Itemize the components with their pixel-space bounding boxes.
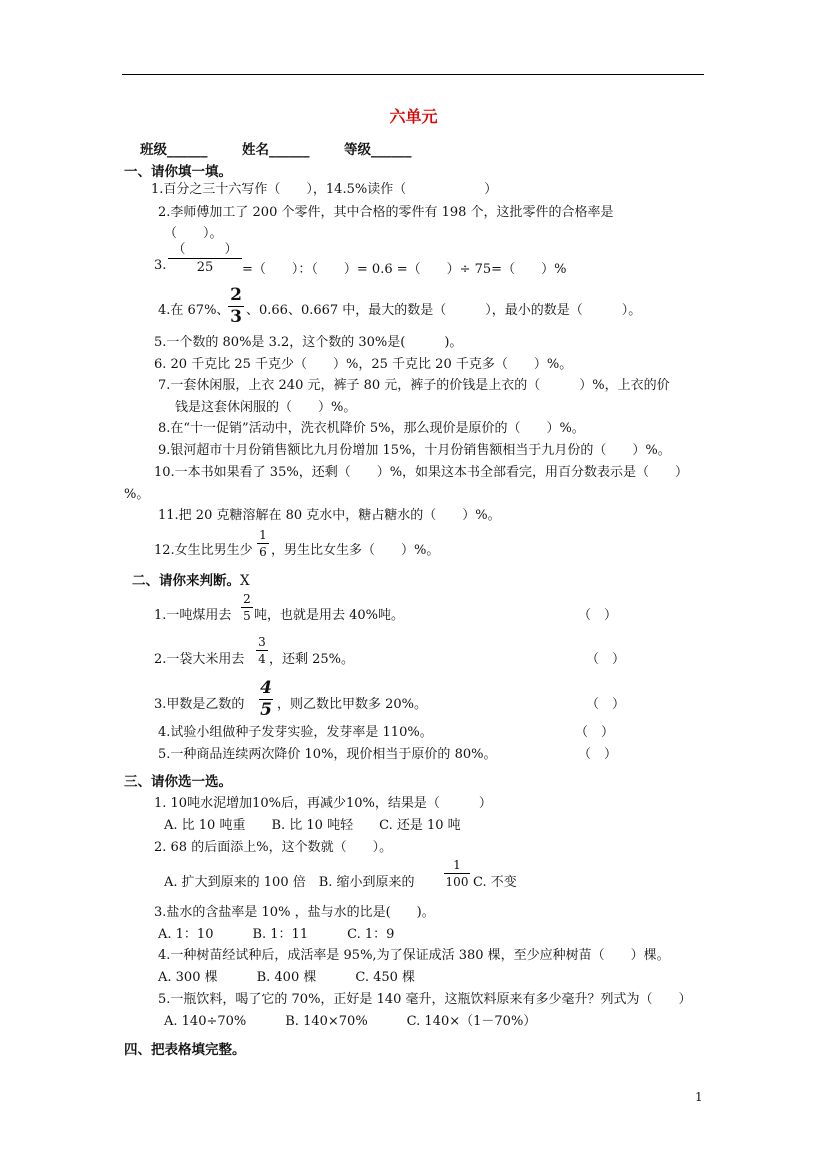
s1-q10-line1: 10.一本书如果看了 35%，还剩（ ）%，如果这本书全部看完，用百分数表示是（ ） (154, 465, 689, 480)
s1-q12-numerator: 1 (259, 528, 267, 542)
s2-q1-answer: （ ） (578, 608, 618, 623)
section-2-title: 二、请你来判断。 (132, 573, 240, 589)
s2-q3-end: ，则乙数比甲数多 20%。 (277, 697, 428, 712)
s2-q2-end: ，还剩 25%。 (269, 652, 355, 667)
s1-q5: 5.一个数的 80%是 3.2，这个数的 30%是( )。 (154, 335, 463, 350)
s2-q3-numerator: 4 (260, 678, 272, 698)
section-2-mark: X (240, 573, 250, 589)
section-2-heading (132, 569, 250, 589)
s1-q4-numerator: 2 (230, 285, 242, 305)
s1-q12-denominator: 6 (259, 545, 267, 559)
s3-q5-options: A. 140÷70% B. 140×70% C. 140×（1－70%） (164, 1014, 537, 1029)
s2-q4-answer: （ ） (575, 725, 615, 740)
s3-q1: 1. 10吨水泥增加10%后，再减少10%，结果是（ ） (154, 796, 492, 811)
s1-q2-line1: 2.李师傅加工了 200 个零件，其中合格的零件有 198 个，这批零件的合格率是 (158, 205, 614, 220)
s3-q2-denominator: 100 (445, 875, 469, 889)
s2-q3-fraction (259, 680, 273, 719)
class-field: 班级______ (140, 142, 208, 158)
s1-q7-line2: 钱是这套休闲服的（ ）%。 (175, 400, 357, 415)
s3-q1-options: A. 比 10 吨重 B. 比 10 吨轻 C. 还是 10 吨 (164, 818, 461, 833)
s3-q4: 4.一种树苗经试种后，成活率是 95%,为了保证成活 380 棵，至少应种树苗（ ）棵。 (158, 948, 670, 963)
s3-q2-options-end: C. 不变 (473, 875, 517, 890)
s1-q4-start: 4.在 67%、 (158, 303, 230, 318)
s1-q9: 9.银河超市十月份销售额比九月份增加 15%，十月份销售额相当于九月份的（ ）%。 (158, 443, 671, 458)
s2-q2-fraction (256, 636, 268, 665)
s3-q2-numerator: 1 (453, 858, 461, 872)
s2-q2-start: 2.一袋大米用去 (154, 652, 245, 667)
s2-q3-denominator: 5 (260, 700, 272, 720)
grade-field: 等级______ (344, 142, 412, 158)
s2-q2-denominator: 4 (258, 652, 266, 666)
s3-q3: 3.盐水的含盐率是 10% ，盐与水的比是( )。 (154, 905, 435, 920)
section-4-heading: 四、把表格填完整。 (124, 1042, 246, 1058)
s1-q8: 8.在“十一促销”活动中，洗衣机降价 5%，那么现价是原价的（ ）%。 (158, 421, 585, 436)
s1-q2-line2: （ ）。 (164, 226, 223, 241)
s1-q4-end: 、0.66、0.667 中，最大的数是（ ），最小的数是（ ）。 (246, 303, 642, 318)
s1-q11: 11.把 20 克糖溶解在 80 克水中，糖占糖水的（ ）%。 (158, 508, 501, 523)
s2-q1-denominator: 5 (243, 609, 251, 623)
s2-q4: 4.试验小组做种子发芽实验，发芽率是 110%。 (158, 725, 433, 740)
s2-q1-fraction (241, 593, 253, 622)
s2-q3-answer: （ ） (586, 697, 626, 712)
s2-q1-numerator: 2 (243, 592, 251, 606)
s2-q1-end: 吨，也就是用去 40%吨。 (254, 608, 405, 623)
fraction-bar (257, 543, 269, 544)
s1-q6: 6. 20 千克比 25 千克少（ ）%，25 千克比 20 千克多（ ）%。 (154, 357, 573, 372)
s1-q1: 1.百分之三十六写作（ ），14.5%读作（ ） (151, 182, 498, 197)
page-title: 六单元 (389, 107, 438, 126)
s1-q12-start: 12.女生比男生少 (154, 543, 253, 558)
page-number: 1 (695, 1090, 703, 1104)
header-rule (122, 74, 704, 75)
s1-q3-denominator: 25 (196, 260, 214, 275)
name-field: 姓名______ (242, 142, 310, 158)
s3-q4-options: A. 300 棵 B. 400 棵 C. 450 棵 (158, 970, 416, 985)
s2-q1-start: 1.一吨煤用去 (154, 608, 232, 623)
section-3-heading: 三、请你选一选。 (124, 774, 232, 790)
s3-q2-options-start: A. 扩大到原来的 100 倍 B. 缩小到原来的 (164, 875, 415, 890)
s1-q12-end: ，男生比女生多（ ）%。 (271, 543, 440, 558)
s2-q3-start: 3.甲数是乙数的 (154, 697, 245, 712)
s1-q3-rest: =（ ）：（ ）= 0.6 =（ ）÷ 75=（ ）% (242, 262, 567, 277)
s1-q3-fraction (168, 243, 242, 274)
s2-q2-answer: （ ） (586, 652, 626, 667)
s1-q3-number: 3. (154, 258, 167, 273)
s2-q5-answer: （ ） (578, 747, 618, 762)
fraction-bar (168, 258, 242, 259)
s2-q2-numerator: 3 (258, 635, 266, 649)
s1-q10-line2: %。 (124, 487, 150, 502)
fraction-bar (241, 607, 253, 608)
s3-q3-options: A. 1：10 B. 1：11 C. 1：9 (158, 927, 395, 942)
section-1-heading: 一、请你填一填。 (124, 164, 232, 180)
s3-q2-fraction (444, 859, 470, 888)
s3-q5: 5.一瓶饮料，喝了它的 70%，正好是 140 毫升，这瓶饮料原来有多少毫升？列式为（ ） (158, 992, 692, 1007)
s1-q4-denominator: 3 (230, 307, 242, 327)
fraction-bar (444, 873, 470, 874)
s1-q3-numerator: （ ） (172, 242, 238, 257)
s2-q5: 5.一种商品连续两次降价 10%，现价相当于原价的 80%。 (158, 747, 497, 762)
s1-q4-fraction (228, 287, 244, 326)
s3-q2: 2. 68 的后面添上%，这个数就（ ）。 (154, 840, 393, 855)
s1-q12-fraction (257, 529, 269, 558)
s1-q7-line1: 7.一套休闲服，上衣 240 元，裤子 80 元，裤子的价钱是上衣的（ ）%，上衣的价 (158, 378, 670, 393)
fraction-bar (256, 650, 268, 651)
